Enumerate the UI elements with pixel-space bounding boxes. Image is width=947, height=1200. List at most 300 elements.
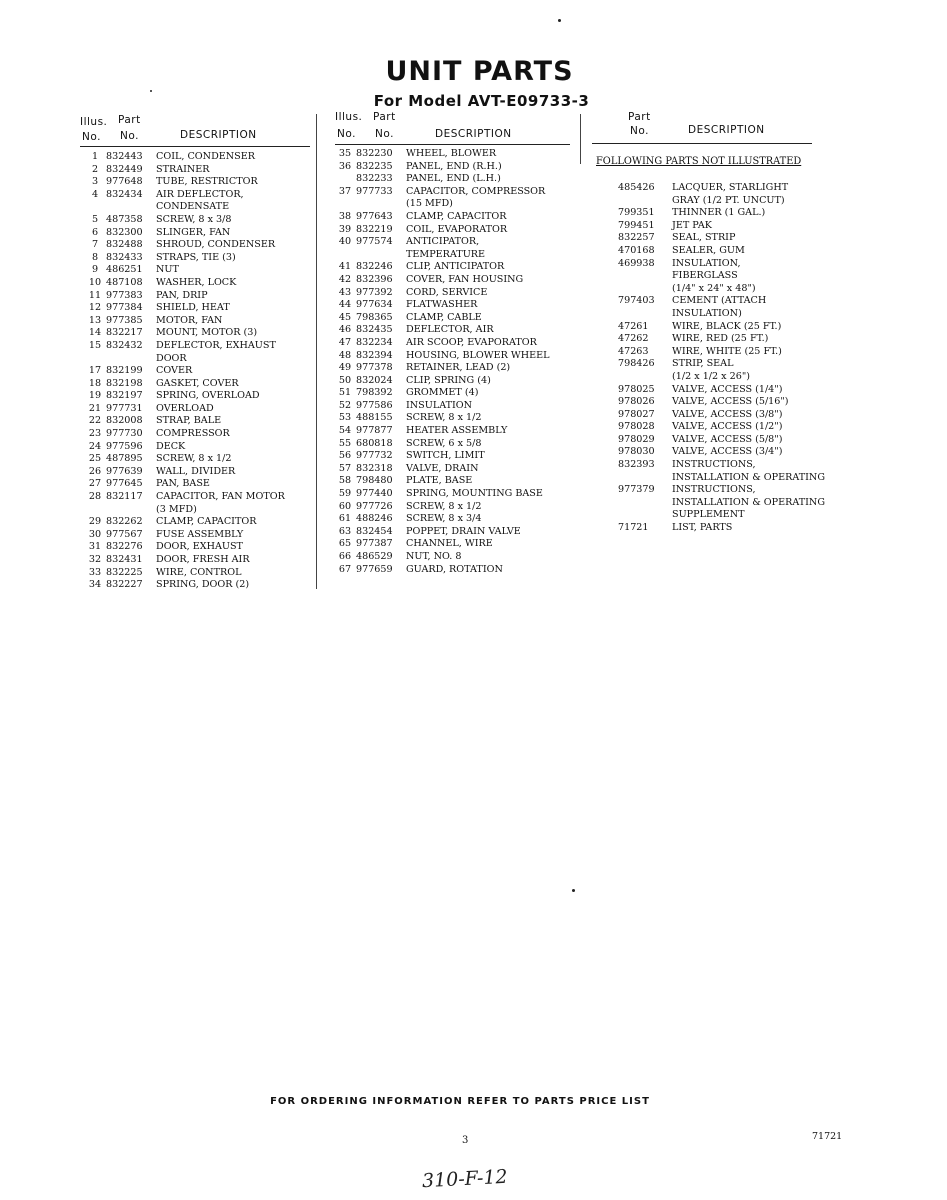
part-description: CORD, SERVICE [406,286,488,298]
parts-row [334,551,550,564]
illus-number: 61 [338,513,352,525]
parts-row [84,478,285,491]
part-number: 832225 [106,566,143,578]
part-description: RETAINER, LEAD (2) [406,362,511,374]
part-number [106,504,156,517]
illus-number: 50 [338,374,352,386]
illus-number: 30 [88,528,102,540]
parts-row [598,396,825,409]
column3-header-rule [592,143,812,144]
part-number: 832227 [106,579,143,591]
part-label: Part [118,114,141,126]
part-number: 832024 [356,374,393,386]
parts-row [84,290,285,303]
column-divider [580,114,581,164]
illus-number: 46 [338,324,352,336]
parts-row [334,186,550,199]
part-number: 832235 [356,160,393,172]
part-number: 832197 [106,390,143,402]
illus-number: 6 [91,226,99,238]
parts-row [334,450,550,463]
part-description: SWITCH, LIMIT [406,450,485,462]
illus-number [84,504,106,517]
illus-number: 55 [338,437,352,449]
part-number: 977596 [106,440,143,452]
illus-number: 38 [338,210,352,222]
illus-number: 42 [338,273,352,285]
parts-row [598,220,825,233]
part-number: 977643 [356,210,393,222]
illus-number: 21 [88,402,102,414]
part-description: SCREW, 8 x 3/4 [406,513,482,525]
part-description: ANTICIPATOR, [406,236,480,248]
part-number [356,198,406,211]
part-number: 798426 [618,358,655,370]
illus-number: 66 [338,551,352,562]
part-number: 799451 [618,219,655,231]
part-number: 977440 [356,488,393,500]
part-number: 798365 [356,311,393,323]
parts-row [334,513,550,526]
illus-number: 59 [338,488,352,500]
parts-row [334,538,550,551]
parts-row [334,224,550,237]
illus-number: 4 [91,188,99,200]
part-number: 487358 [106,213,143,225]
parts-row [334,425,550,438]
illus-number: 12 [88,302,102,314]
part-description: SCREW, 8 x 1/2 [156,453,232,465]
column2-parts-list [334,148,550,576]
part-number [598,472,672,485]
parts-row [334,412,550,425]
part-number: 832431 [106,554,143,565]
parts-row [334,236,550,249]
no-label: No. [375,128,394,140]
column1-header [80,116,310,146]
parts-row [334,173,550,186]
illus-number: 22 [88,415,102,427]
illus-number: 19 [88,390,102,402]
part-description: STRAPS, TIE (3) [156,251,236,263]
column1-parts-list [84,151,285,592]
parts-row [84,252,285,265]
parts-row [598,371,825,384]
part-number: 977733 [356,185,393,197]
illus-number: 24 [88,440,102,452]
part-number: 469938 [618,257,655,269]
part-number: 832435 [356,324,393,336]
part-number: 797403 [618,295,655,307]
illus-number [334,173,356,186]
illus-number: 31 [88,541,102,553]
parts-row [84,365,285,378]
illus-number: 9 [91,264,99,276]
part-description: COMPRESSOR [156,428,230,440]
part-description: JET PAK [672,219,712,231]
parts-row [84,453,285,466]
part-number: 832394 [356,349,393,361]
part-number: 977384 [106,302,143,314]
part-description: MOTOR, FAN [156,314,223,326]
column-divider [316,114,317,589]
part-description: SCREW, 8 x 1/2 [406,500,482,512]
part-description: DECK [156,440,186,452]
illus-number: 54 [338,425,352,437]
part-number: 977392 [356,286,393,298]
part-description: DOOR [156,352,187,364]
part-number: 978030 [618,446,655,458]
parts-row [598,283,825,296]
part-number [598,308,672,321]
parts-row [84,353,285,366]
illus-number: 8 [91,251,99,263]
part-number [106,353,156,366]
parts-row [334,324,550,337]
illus-number: 37 [338,185,352,197]
part-number: 977731 [106,402,143,414]
parts-row [84,529,285,542]
parts-row [84,516,285,529]
part-number: 832233 [356,173,393,185]
illus-number: 1 [91,151,99,162]
column3-parts-list [598,182,825,535]
part-number: 977634 [356,299,393,311]
part-number: 977639 [106,465,143,477]
part-description: SUPPLEMENT [672,509,745,521]
parts-row [84,403,285,416]
illus-number [334,249,356,262]
part-number: 832234 [356,336,393,348]
parts-row [598,484,825,497]
part-number: 977645 [106,478,143,490]
illus-number: 35 [338,148,352,159]
parts-row [334,362,550,375]
part-number: 977387 [356,538,393,550]
part-number: 832262 [106,516,143,528]
illus-number: 67 [338,563,352,575]
illus-number: 47 [338,336,352,348]
part-number: 978027 [618,408,655,420]
part-description: COVER [156,365,193,377]
parts-row [84,201,285,214]
illus-number: 65 [338,538,352,550]
illus-number: 23 [88,428,102,440]
part-number: 47263 [618,345,649,357]
part-description: DEFLECTOR, AIR [406,324,494,336]
parts-row [84,164,285,177]
part-description: GUARD, ROTATION [406,563,503,575]
parts-row [84,541,285,554]
part-number [106,201,156,214]
part-description: CONDENSATE [156,201,230,213]
part-number [598,509,672,522]
parts-row [334,148,550,161]
part-description: VALVE, ACCESS (5/16") [672,396,789,408]
part-description: INSTRUCTIONS, [672,484,756,496]
part-number: 832257 [618,232,655,244]
illus-number: 56 [338,450,352,462]
model-subtitle: For Model AVT-E09733-3 [373,92,590,110]
part-description: INSULATION [406,399,473,411]
no-label: No. [120,130,139,142]
parts-row [84,390,285,403]
illus-number [84,353,106,366]
part-description: SCREW, 8 x 3/8 [156,213,232,225]
scan-speck [572,889,575,892]
description-label: DESCRIPTION [435,128,512,140]
part-description: WALL, DIVIDER [156,465,236,477]
part-description: STRIP, SEAL [672,358,734,370]
description-label: DESCRIPTION [688,124,765,136]
parts-row [598,258,825,271]
no-label: No. [82,131,101,143]
part-description: MOUNT, MOTOR (3) [156,327,258,339]
parts-row [598,409,825,422]
part-description: (1/4" x 24" x 48") [672,282,756,294]
part-description: SLINGER, FAN [156,226,231,238]
part-description: PAN, DRIP [156,289,208,301]
scan-speck [558,19,561,22]
part-description: CLIP, SPRING (4) [406,374,491,386]
part-description: STRAINER [156,163,210,175]
part-number [598,371,672,384]
part-description: FLATWASHER [406,299,478,311]
parts-row [84,491,285,504]
part-description: SHIELD, HEAT [156,302,230,314]
part-number: 977567 [106,528,143,540]
part-number: 832443 [106,151,143,162]
part-number: 47262 [618,333,649,345]
illus-label: Illus. [80,116,108,128]
illus-number: 14 [88,327,102,339]
part-number: 978025 [618,383,655,395]
parts-row [84,428,285,441]
parts-row [84,277,285,290]
part-description: STRAP, BALE [156,415,222,427]
parts-row [84,214,285,227]
parts-row [84,340,285,353]
part-number: 798480 [356,475,393,487]
parts-row [84,302,285,315]
part-description: TUBE, RESTRICTOR [156,176,258,188]
part-description: WIRE, WHITE (25 FT.) [672,345,782,357]
part-description: GASKET, COVER [156,377,239,389]
illus-number: 39 [338,223,352,235]
parts-row [598,195,825,208]
illus-number: 2 [91,163,99,175]
part-number: 487108 [106,276,143,288]
parts-row [334,438,550,451]
parts-row [334,287,550,300]
parts-row [334,198,550,211]
part-number: 978026 [618,396,655,408]
part-description: NUT, NO. 8 [406,551,462,562]
part-number: 486251 [106,264,143,276]
part-description: CLAMP, CAPACITOR [406,210,507,222]
parts-row [84,264,285,277]
part-description: TEMPERATURE [406,248,486,260]
part-number: 832198 [106,377,143,389]
part-description: SPRING, DOOR (2) [156,579,250,591]
part-number: 832117 [106,491,143,503]
part-number: 978029 [618,433,655,445]
part-number: 487895 [106,453,143,465]
part-description: VALVE, DRAIN [406,462,479,474]
part-number: 977648 [106,176,143,188]
parts-row [598,472,825,485]
part-description: PANEL, END (R.H.) [406,160,502,172]
parts-row [334,475,550,488]
part-number: 977877 [356,425,393,437]
parts-row [598,384,825,397]
handwritten-note: 310-F-12 [421,1165,509,1193]
scan-speck [150,90,152,92]
parts-row [598,182,825,195]
column2-header-rule [335,144,570,145]
illus-number: 3 [91,176,99,188]
parts-row [598,509,825,522]
column3-header [620,111,840,141]
part-label: Part [373,111,396,123]
illus-number: 28 [88,491,102,503]
document-number: 71721 [812,1131,843,1142]
parts-row [84,327,285,340]
part-number [598,270,672,283]
part-number: 832393 [618,459,655,471]
illus-number: 57 [338,462,352,474]
part-number: 832433 [106,251,143,263]
part-number: 485426 [618,182,655,193]
illus-number: 60 [338,500,352,512]
illus-number: 33 [88,566,102,578]
part-description: LACQUER, STARLIGHT [672,182,789,193]
part-description: INSULATION, [672,257,741,269]
part-description: THINNER (1 GAL.) [672,207,766,219]
parts-row [334,387,550,400]
parts-row [598,308,825,321]
part-description: SPRING, OVERLOAD [156,390,260,402]
part-number: 977730 [106,428,143,440]
part-number: 832217 [106,327,143,339]
part-number: 832199 [106,365,143,377]
part-description: WIRE, CONTROL [156,566,242,578]
part-description: SCREW, 6 x 5/8 [406,437,482,449]
illus-number: 40 [338,236,352,248]
parts-row [598,522,825,535]
illus-number [84,201,106,214]
parts-row [598,446,825,459]
illus-number: 25 [88,453,102,465]
part-description: INSULATION) [672,307,742,319]
part-number: 977732 [356,450,393,462]
parts-row [84,227,285,240]
part-number: 977383 [106,289,143,301]
part-description: (15 MFD) [406,198,453,210]
part-description: VALVE, ACCESS (5/8") [672,433,783,445]
part-number: 832488 [106,239,143,251]
part-description: SHROUD, CONDENSER [156,239,276,251]
part-description: PLATE, BASE [406,475,473,487]
part-number: 832396 [356,273,393,285]
parts-row [84,151,285,164]
illus-number: 45 [338,311,352,323]
part-description: HOUSING, BLOWER WHEEL [406,349,550,361]
part-description: NUT [156,264,179,276]
part-description: VALVE, ACCESS (3/4") [672,446,783,458]
parts-row [84,239,285,252]
part-description: SPRING, MOUNTING BASE [406,488,543,500]
part-number: 832230 [356,148,393,159]
part-number: 977378 [356,362,393,374]
parts-row [598,346,825,359]
illus-number: 41 [338,261,352,273]
part-number: 798392 [356,387,393,399]
part-number: 832318 [356,462,393,474]
part-description: (1/2 x 1/2 x 26") [672,370,751,382]
part-description: PANEL, END (L.H.) [406,173,501,185]
parts-row [334,161,550,174]
parts-row [84,415,285,428]
illus-number: 52 [338,399,352,411]
part-description: (3 MFD) [156,503,197,515]
part-number: 977385 [106,314,143,326]
part-description: PAN, BASE [156,478,210,490]
parts-row [598,232,825,245]
part-description: OVERLOAD [156,402,214,414]
part-number: 832300 [106,226,143,238]
parts-row [334,350,550,363]
part-description: VALVE, ACCESS (3/8") [672,408,783,420]
parts-row [84,579,285,592]
page-title: UNIT PARTS [385,56,574,87]
illus-number: 49 [338,362,352,374]
not-illustrated-heading: FOLLOWING PARTS NOT ILLUSTRATED [596,156,802,167]
illus-number: 43 [338,286,352,298]
parts-row [334,488,550,501]
illus-number: 27 [88,478,102,490]
parts-row [334,261,550,274]
part-description: WASHER, LOCK [156,276,237,288]
parts-row [84,315,285,328]
part-description: AIR DEFLECTOR, [156,188,244,200]
ordering-note: FOR ORDERING INFORMATION REFER TO PARTS PRICE LIST [270,1096,650,1107]
parts-row [334,526,550,539]
part-number: 977586 [356,399,393,411]
illus-number: 17 [88,365,102,377]
part-number: 832219 [356,223,393,235]
part-description: CEMENT (ATTACH [672,295,767,307]
illus-number: 29 [88,516,102,528]
parts-row [598,321,825,334]
parts-row [334,312,550,325]
part-description: CAPACITOR, FAN MOTOR [156,491,285,503]
part-description: SEALER, GUM [672,244,745,256]
illus-number: 10 [88,276,102,288]
part-description: HEATER ASSEMBLY [406,425,508,437]
illus-number [334,198,356,211]
part-description: WIRE, BLACK (25 FT.) [672,320,782,332]
part-number: 977726 [356,500,393,512]
parts-row [84,554,285,567]
parts-row [598,434,825,447]
illus-number: 58 [338,475,352,487]
part-number: 977659 [356,563,393,575]
parts-row [598,358,825,371]
illus-number: 7 [91,239,99,251]
part-number: 71721 [618,522,649,534]
part-number [598,283,672,296]
